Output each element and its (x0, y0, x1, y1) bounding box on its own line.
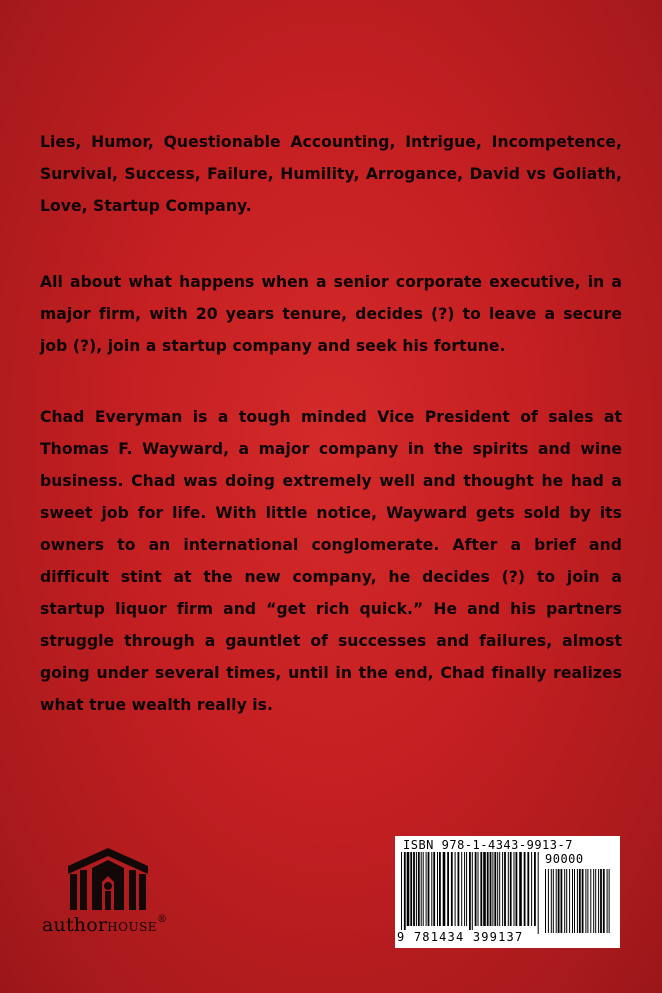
barcode-bar (569, 869, 570, 933)
barcode-bar (461, 852, 462, 926)
price-code: 90000 (545, 852, 584, 866)
barcode-bar (598, 869, 599, 933)
barcode-bar (519, 852, 522, 926)
barcode-bar (439, 852, 441, 926)
barcode-bar (443, 852, 446, 926)
barcode-bar (455, 852, 456, 926)
barcode-bar (451, 852, 453, 926)
barcode-bar (492, 852, 493, 926)
barcode-bar (551, 869, 552, 933)
barcode-bar (428, 852, 430, 926)
barcode-bar (464, 852, 465, 926)
barcode-bar (545, 869, 546, 933)
barcode-bar (553, 869, 554, 933)
barcode-bar (508, 852, 509, 926)
barcode-bar (469, 852, 471, 934)
barcode-bar (561, 869, 563, 933)
barcode-bar (437, 852, 438, 926)
barcode-bar (418, 852, 420, 926)
barcode-bar (433, 852, 435, 926)
barcode-bar (590, 869, 591, 933)
barcode-bar (564, 869, 565, 933)
blurb-paragraph-2: All about what happens when a senior corporate executive, in a major firm, with 20 years tenure, decides (?) to leave a secure job (?), join a startup company and seek his fortune. (40, 273, 622, 355)
barcode-bar (582, 869, 584, 933)
barcode-bar (466, 852, 467, 926)
barcode-bar (574, 869, 575, 933)
barcode-bar (603, 869, 605, 933)
registered-mark: ® (157, 914, 168, 925)
barcode-bar (487, 852, 489, 926)
publisher-logo (40, 848, 190, 938)
barcode-bar (524, 852, 526, 926)
barcode-bar (426, 852, 427, 926)
barcode-bar (499, 852, 500, 926)
barcode-bar (516, 852, 518, 926)
barcode-bar (531, 852, 532, 926)
barcode-bar (607, 869, 608, 933)
barcode-bar (502, 852, 503, 926)
barcode-bar (490, 852, 492, 926)
barcode-bar (548, 869, 549, 933)
addon-barcode-bars (545, 869, 611, 941)
isbn-label: ISBN 978-1-4343-9913-7 (403, 838, 573, 852)
barcode-bar (404, 852, 406, 934)
barcode-bar (410, 852, 412, 926)
barcode-bar (497, 852, 498, 926)
barcode-bar (478, 852, 479, 926)
blurb-premise (40, 266, 622, 362)
barcode-bar (494, 852, 496, 926)
barcode-bar (579, 869, 581, 933)
blurb-paragraph-3: Chad Everyman is a tough minded Vice President of sales at Thomas F. Wayward, a major company in the spirits and wine business. Chad was doing extremely well and thought he had a sweet job for life. With little notice, Wayward gets sold by its owners to an international conglomerate. After a brief and difficult stint at the new company, he decides (?) to join a startup liquor firm and “get rich quick.” He and his partners struggle through a gauntlet of successes and failures, almost going under several times, until in the end, Chad finally realizes what true wealth really is. (40, 408, 622, 714)
barcode-bar (558, 869, 560, 933)
barcode-bar (483, 852, 486, 926)
barcode-bar (401, 852, 402, 934)
barcode-bar (587, 869, 588, 933)
barcode-bar (593, 869, 594, 933)
barcode-bar (514, 852, 515, 926)
publisher-name-lower: author (42, 914, 108, 936)
barcode-bar (423, 852, 424, 926)
blurb-paragraph-1: Lies, Humor, Questionable Accounting, Intrigue, Incompetence, Survival, Success, Failure, Humility, Arrogance, David vs Goliath, Love, Startup Company. (40, 133, 622, 215)
barcode-bar (577, 869, 578, 933)
ean-barcode-bars (401, 852, 541, 934)
blurb-keywords (40, 126, 622, 222)
isbn-barcode (395, 836, 620, 948)
ean-digits: 9 781434 399137 (397, 930, 524, 944)
barcode-bar (431, 852, 432, 926)
barcode-bar (595, 869, 596, 933)
barcode-bar (447, 852, 449, 926)
barcode-bar (475, 852, 477, 926)
barcode-bar (572, 869, 573, 933)
barcode-bar (472, 852, 473, 934)
barcode-bar (566, 869, 567, 933)
publisher-name-upper: HOUSE (107, 920, 158, 934)
barcode-bar (585, 869, 586, 933)
barcode-bar (527, 852, 529, 926)
barcode-bar (480, 852, 482, 926)
barcode-bar (416, 852, 417, 926)
barcode-bar (609, 869, 610, 933)
barcode-bar (504, 852, 506, 926)
blurb-synopsis (40, 401, 622, 721)
barcode-bar (600, 869, 602, 933)
barcode-bar (407, 852, 410, 926)
barcode-bar (538, 852, 539, 934)
authorhouse-house-icon (68, 848, 148, 910)
barcode-bar (413, 852, 415, 926)
barcode-bar (458, 852, 460, 926)
barcode-bar (556, 869, 557, 933)
publisher-wordmark (42, 914, 167, 936)
barcode-bar (421, 852, 422, 926)
barcode-bar (510, 852, 512, 926)
barcode-bar (534, 852, 536, 926)
